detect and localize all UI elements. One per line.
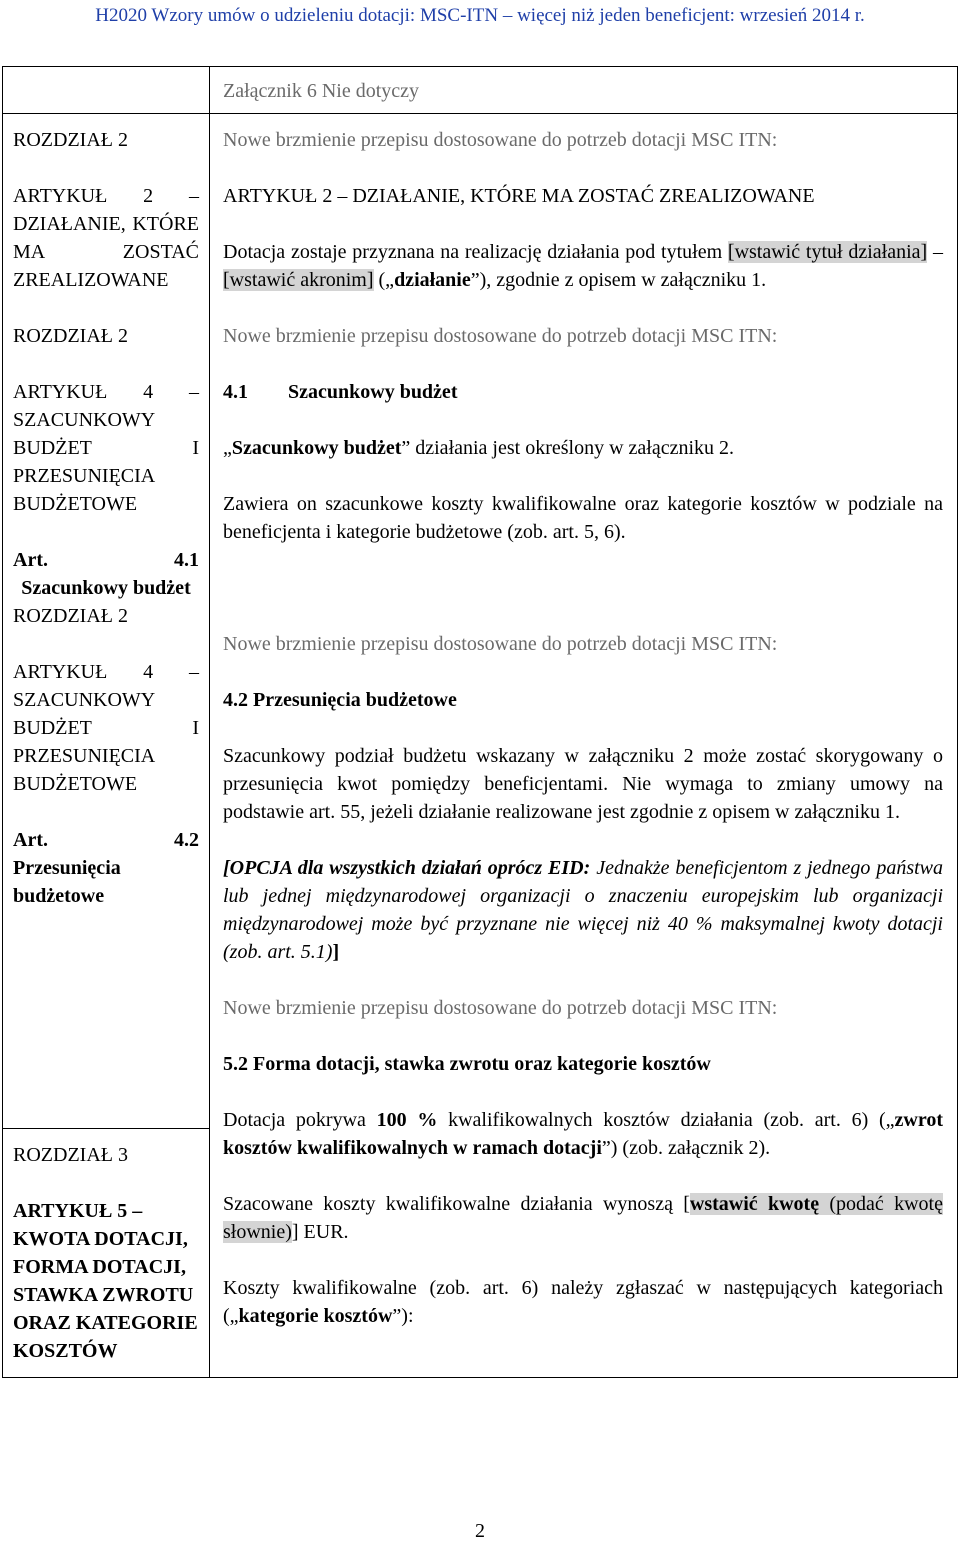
art-4-2-title: Przesunięcia budżetowe bbox=[13, 857, 121, 907]
art-4-1-title: Szacunkowy budżet bbox=[21, 577, 191, 599]
section-4-2-option: [OPCJA dla wszystkich działań oprócz EID: Jednakże beneficjentom z jednego państwa lub jednej międzynarodowej organizacji o znaczeniu europejskim lub organizacji międzynarodowej może być przyznane nie więcej niż 40 % maksymalnej kwoty dotacji (zob. art. 5.1)] bbox=[223, 857, 944, 963]
section-5-2-text-3: Koszty kwalifikowalne (zob. art. 6) należy zgłaszać w następujących kategoriach („kategorie kosztów”): bbox=[223, 1277, 943, 1327]
chapter-2-c: ROZDZIAŁ 2 bbox=[13, 605, 128, 627]
section-5-2-text-1: Dotacja pokrywa 100 % kwalifikowalnych kosztów działania (zob. art. 6) („zwrot kosztów kwalifikowalnych w ramach dotacji”) (zob. załącznik 2). bbox=[223, 1109, 944, 1159]
section-5-2-text-2: Szacowane koszty kwalifikowalne działania wynoszą [wstawić kwotę (podać kwotę słownie)] EUR. bbox=[223, 1193, 943, 1243]
amendment-note-4: Nowe brzmienie przepisu dostosowane do potrzeb dotacji MSC ITN: bbox=[223, 997, 778, 1019]
article-2-heading: ARTYKUŁ 2 – DZIAŁANIE, KTÓRE MA ZOSTAĆ ZREALIZOWANE bbox=[223, 185, 815, 207]
annex-note: Załącznik 6 Nie dotyczy bbox=[223, 80, 420, 102]
left-upper bbox=[13, 126, 199, 1128]
page-number: 2 bbox=[475, 1520, 485, 1542]
section-4-1-heading: 4.1 Szacunkowy budżet bbox=[223, 381, 458, 403]
art-4-1-number: Art. 4.1 bbox=[13, 549, 199, 571]
provisions-table bbox=[2, 66, 958, 1378]
section-4-2-heading: 4.2 Przesunięcia budżetowe bbox=[223, 689, 457, 711]
article-4-title-a: ARTYKUŁ 4 – SZACUNKOWY BUDŻET I PRZESUNIĘCIA BUDŻETOWE bbox=[13, 381, 199, 515]
amendment-note-2: Nowe brzmienie przepisu dostosowane do potrzeb dotacji MSC ITN: bbox=[223, 325, 778, 347]
main-row bbox=[3, 114, 958, 1129]
section-4-1-text-2: Zawiera on szacunkowe koszty kwalifikowalne oraz kategorie kosztów w podziale na beneficjenta i kategorie budżetowe (zob. art. 5, 6). bbox=[223, 493, 943, 543]
annex-right-cell bbox=[210, 67, 958, 114]
annex-row bbox=[3, 67, 958, 114]
article-2-text: Dotacja zostaje przyznana na realizację działania pod tytułem [wstawić tytuł działania] – [wstawić akronim] („działanie”), zgodnie z opisem w załączniku 1. bbox=[223, 241, 943, 291]
section-4-2-text: Szacunkowy podział budżetu wskazany w załączniku 2 może zostać skorygowany o przesunięcia kwot pomiędzy beneficjentami. Nie wymaga to zmiany umowy na podstawie art. 55, jeżeli działanie realizowane jest zgodnie z opisem w załączniku 1. bbox=[223, 745, 943, 823]
chapter-2-a: ROZDZIAŁ 2 bbox=[13, 129, 128, 151]
document-header: H2020 Wzory umów o udzieleniu dotacji: MSC-ITN – więcej niż jeden beneficjent: wrzesień 2014 r. bbox=[95, 5, 865, 26]
article-2-title: ARTYKUŁ 2 – DZIAŁANIE, KTÓRE MA ZOSTAĆ ZREALIZOWANE bbox=[13, 185, 199, 291]
annex-left-cell bbox=[3, 67, 210, 114]
section-4-1-text-1: „Szacunkowy budżet” działania jest określony w załączniku 2. bbox=[223, 437, 735, 459]
art-4-2-number: Art. 4.2 bbox=[13, 829, 199, 851]
left-column-lower bbox=[3, 1129, 210, 1378]
left-column bbox=[3, 114, 210, 1129]
section-5-2-heading: 5.2 Forma dotacji, stawka zwrotu oraz kategorie kosztów bbox=[223, 1053, 711, 1075]
amendment-note-1: Nowe brzmienie przepisu dostosowane do potrzeb dotacji MSC ITN: bbox=[223, 129, 778, 151]
chapter-2-b: ROZDZIAŁ 2 bbox=[13, 325, 128, 347]
chapter-3: ROZDZIAŁ 3 bbox=[13, 1144, 128, 1166]
amendment-note-3: Nowe brzmienie przepisu dostosowane do potrzeb dotacji MSC ITN: bbox=[223, 633, 778, 655]
article-4-title-b: ARTYKUŁ 4 – SZACUNKOWY BUDŻET I PRZESUNIĘCIA BUDŻETOWE bbox=[13, 661, 199, 795]
article-5-title: ARTYKUŁ 5 – KWOTA DOTACJI, FORMA DOTACJI, STAWKA ZWROTU ORAZ KATEGORIE KOSZTÓW bbox=[13, 1200, 198, 1362]
right-column bbox=[210, 114, 958, 1378]
